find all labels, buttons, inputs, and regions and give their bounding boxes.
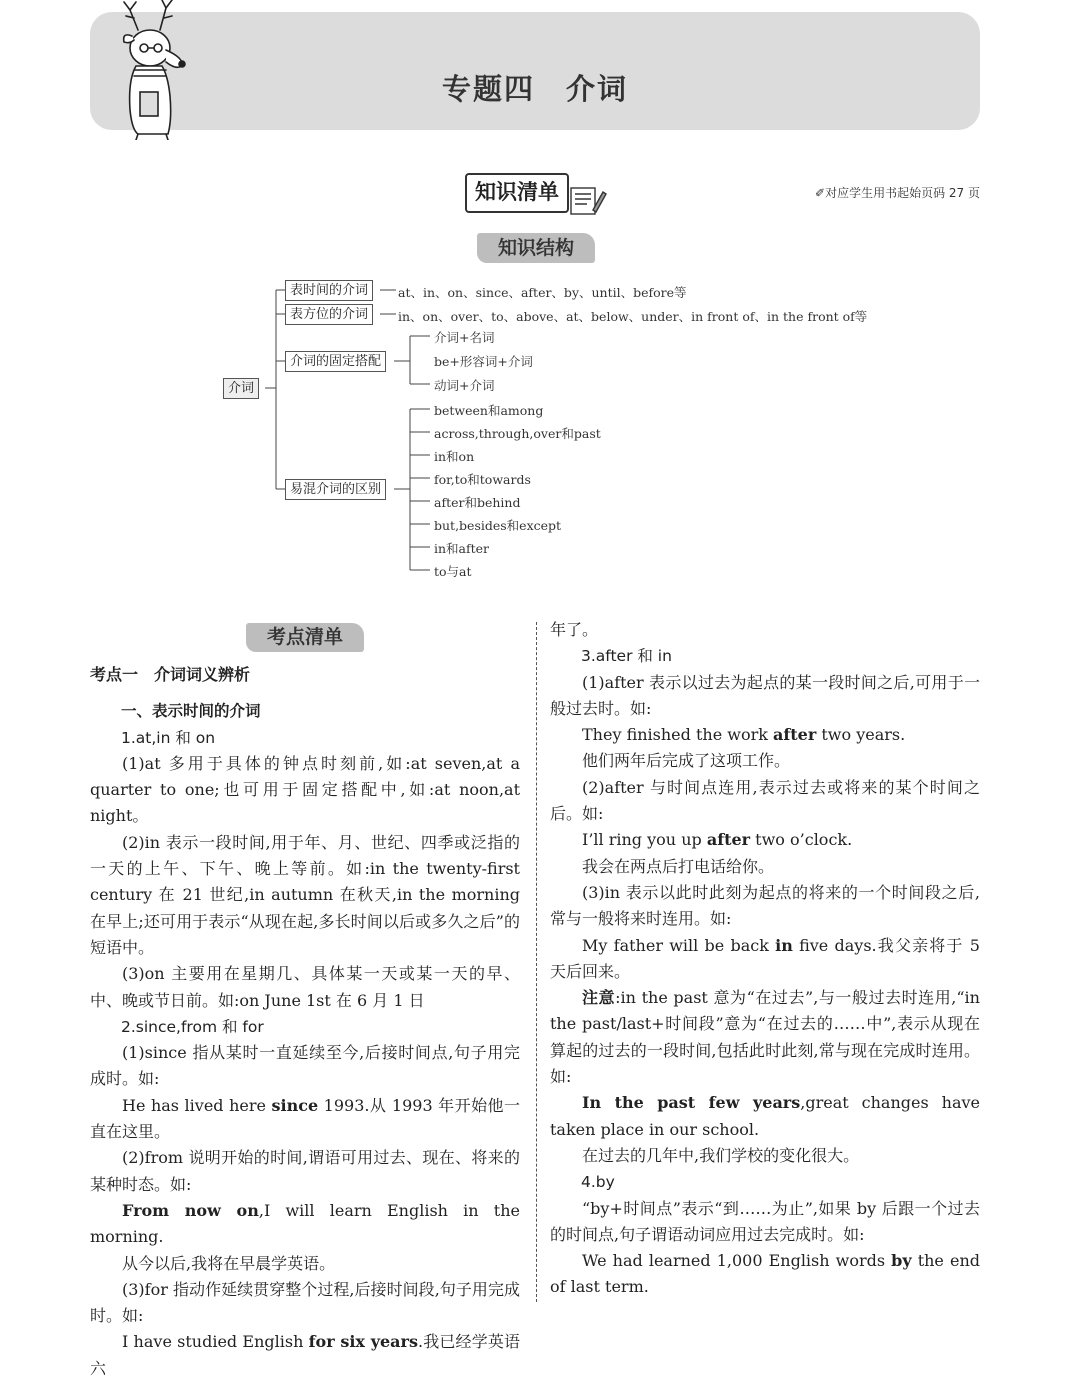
branch-place-detail: in、on、over、to、above、at、below、under、in front of、in the front of等 [398,309,868,324]
branch-time-detail: at、in、on、since、after、by、until、before等 [398,285,687,300]
fixed-item: be+形容词+介词 [434,354,533,369]
paragraph: (2)from 说明开始的时间,谓语可用过去、现在、将来的某种时态。如: [90,1148,520,1194]
paragraph: (1)after 表示以过去为起点的某一段时间之后,可用于一般过去时。如: [550,672,980,718]
branch-time: 表时间的介词 [285,280,373,301]
confusable-item: but,besides和except [434,518,562,533]
page-title: 专题四 介词 [441,72,628,106]
fixed-item: 动词+介词 [434,378,495,393]
page-reference: ✐对应学生用书起始页码 27 页 [815,186,980,200]
example-translation: 我会在两点后打电话给你。 [582,856,775,876]
continuation: 年了。 [550,620,599,639]
example-translation: 在过去的几年中,我们学校的变化很大。 [582,1145,860,1165]
example-translation: 他们两年后完成了这项工作。 [582,751,791,771]
example: My father will be back in five days.我父亲将于 5 天后回来。 [550,935,980,981]
confusable-item: in和on [434,449,475,464]
structure-heading: 知识结构 [477,233,595,263]
paragraph: “by+时间点”表示“到……为止”,如果 by 后跟一个过去的时间点,句子谓语动词应用过去完成时。如: [550,1198,980,1244]
fixed-item: 介词+名词 [434,330,495,345]
topic-title: 1.at,in 和 on [121,728,216,747]
right-column [550,617,980,1301]
paragraph: (1)at 多用于具体的钟点时刻前,如:at seven,at a quarter to one;也可用于固定搭配中,如:at noon,at night。 [90,753,520,826]
example: In the past few years,great changes have taken place in our school. [550,1093,981,1139]
confusable-item: after和behind [434,495,521,510]
note: 注意:in the past 意为“在过去”,与一般过去时连用,“in the past/last+时间段”意为“在过去的……中”,表示从现在算起的过去的一段时间,包括此时此刻,常与现在完成时连用。如: [550,988,980,1087]
branch-fixed: 介词的固定搭配 [285,351,386,372]
example: I have studied English for six years.我已经学英语六 [90,1332,521,1378]
topic-title: 4.by [581,1173,615,1192]
confusable-item: across,through,over和past [434,426,601,441]
column-divider [536,622,537,1302]
example: He has lived here since 1993.从 1993 年开始他一直在这里。 [90,1095,520,1142]
branch-confusable: 易混介词的区别 [285,479,386,500]
paragraph: (1)since 指从某时一直延续至今,后接时间点,句子用完成时。如: [90,1043,520,1089]
branch-place: 表方位的介词 [285,304,373,325]
paragraph: (3)for 指动作延续贯穿整个过程,后接时间段,句子用完成时。如: [90,1279,520,1326]
mind-map [0,0,1080,600]
example: They finished the work after two years. [582,725,906,745]
exam-heading: 考点清单 [246,623,364,652]
topic-title: 3.after 和 in [581,647,672,666]
left-column [90,662,520,1382]
example: From now on,I will learn English in the morning. [90,1200,521,1247]
example: I’ll ring you up after two o’clock. [582,830,853,850]
point-heading: 考点一 介词词义辨析 [90,665,251,684]
confusable-item: to与at [434,564,472,579]
example: We had learned 1,000 English words by the end of last term. [550,1251,980,1297]
confusable-item: between和among [434,403,544,418]
confusable-item: in和after [434,541,490,556]
sub-heading: 一、表示时间的介词 [121,702,261,721]
paragraph: (2)after 与时间点连用,表示过去或将来的某个时间之后。如: [550,777,980,824]
page-ref-icon: ✐ [815,186,826,200]
confusable-item: for,to和towards [434,472,531,487]
topic-title: 2.since,from 和 for [121,1017,264,1036]
paragraph: (2)in 表示一段时间,用于年、月、世纪、四季或泛指的一天的上午、下午、晚上等前。如:in the twenty-first century 在 21 世纪,in autumn 在秋天,in the morning 在早上;还可用于表示“从现在起,多长时间以后或多久之后”的短语中。 [90,832,520,957]
section-title-box: 知识清单 [465,173,569,213]
paragraph: (3)on 主要用在星期几、具体某一天或某一天的早、中、晚或节日前。如:on June 1st 在 6 月 1 日 [90,964,520,1010]
mind-map-root: 介词 [223,378,259,399]
paragraph: (3)in 表示以此时此刻为起点的将来的一个时间段之后,常与一般将来时连用。如: [550,882,980,929]
example-translation: 从今以后,我将在早晨学英语。 [122,1253,336,1273]
